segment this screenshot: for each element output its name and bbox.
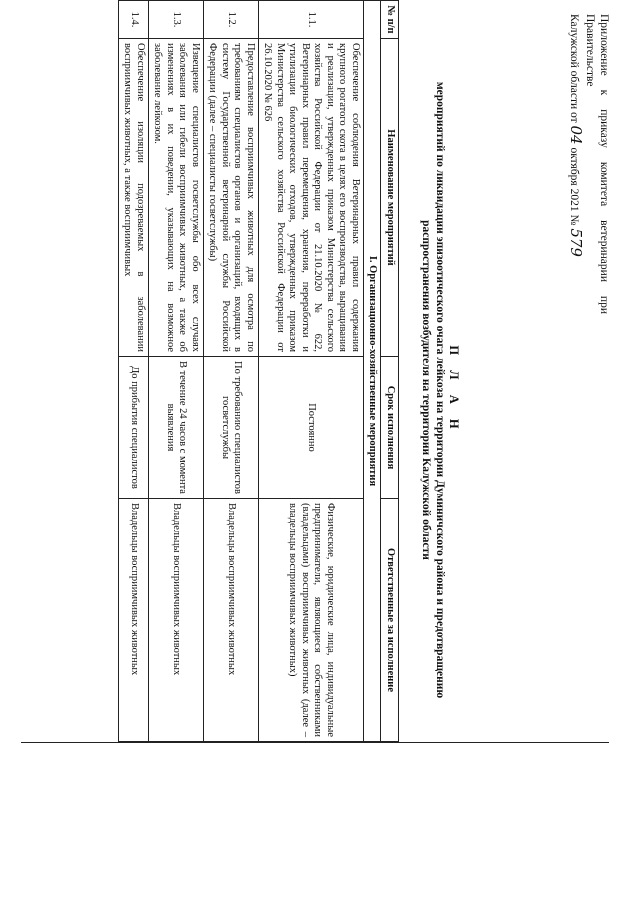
table-row (119, 1, 149, 742)
row-number: 1.4. (119, 1, 149, 39)
row-number: 1.3. (149, 1, 204, 39)
appendix-line-1: Приложение к приказу комитета ветеринарии при Правительстве (584, 14, 610, 314)
section-row (364, 1, 382, 742)
row-term: До прибытия специалистов (119, 357, 149, 499)
section-title: I. Организационно-хозяйственные мероприятия (364, 1, 382, 742)
row-responsible: Владельцы восприимчивых животных (204, 499, 259, 742)
row-name: Извещение специалистов госветслужбы обо всех случаях заболевания или гибели восприимчивых животных, а также об изменениях в их поведении, указывающих на возможное заболевание лейкозом. (149, 39, 204, 357)
appendix-date-prefix: Калужской области от (568, 14, 580, 126)
column-header-responsible: Ответственные за исполнение (381, 499, 399, 742)
row-term: По требованию специалистов госветслужбы (204, 357, 259, 499)
table-row (259, 1, 364, 742)
row-name: Предоставление восприимчивых животных для осмотра по требованиям специалистов органов и организаций, входящих в систему Государственной ветеринарной службы Российской Федерации (далее – специалисты госветслужбы) (204, 39, 259, 357)
appendix-block (567, 14, 611, 314)
row-responsible: Владельцы восприимчивых животных (149, 499, 204, 742)
appendix-line-2 (567, 14, 583, 314)
table-row (149, 1, 204, 742)
column-header-name: Наименование мероприятий (381, 39, 399, 357)
plan-subtitle: мероприятий по ликвидации эпизоотического очага лейкоза на территории Думиничского района и предотвращению распространения возбудителя на территории Калужской области (420, 81, 446, 699)
appendix-date-mid: октября 2021 № (568, 144, 580, 229)
row-responsible: Владельцы восприимчивых животных (119, 499, 149, 742)
row-name: Обеспечение соблюдения Ветеринарных правил содержания крупного рогатого скота в целях его воспроизводства, выращивания и реализации, утвержденных приказом Министерства сельского хозяйства Российской Федерации от 21.10.2020 № 622, Ветеринарных правил перемещения, хранения, переработки и утилизации биологических отходов, утвержденных приказом Министерства сельского хозяйства Российской Федерации от 26.10.2020 № 626 (259, 39, 364, 357)
appendix-number-handwritten: 579 (567, 228, 585, 257)
appendix-day-handwritten: 04 (567, 125, 585, 145)
row-responsible: Физические, юридические лица, индивидуальные предприниматели, являющиеся собственниками (владельцами) восприимчивых животных (далее – владельцы восприимчивых животных) (259, 499, 364, 742)
row-number: 1.2. (204, 1, 259, 39)
row-term: Постоянно (259, 357, 364, 499)
table-header-row (381, 1, 399, 742)
table-row (204, 1, 259, 742)
plan-title: П Л А Н (447, 345, 461, 435)
column-header-number: № п/п (381, 1, 399, 39)
row-term: В течение 24 часов с момента выявления (149, 357, 204, 499)
page-separator-line (21, 742, 609, 743)
measures-table (118, 0, 399, 742)
row-number: 1.1. (259, 1, 364, 39)
row-name: Обеспечение изоляции подозреваемых в заболевании восприимчивых животных, а также восприимчивых (119, 39, 149, 357)
column-header-term: Срок исполнения (381, 357, 399, 499)
